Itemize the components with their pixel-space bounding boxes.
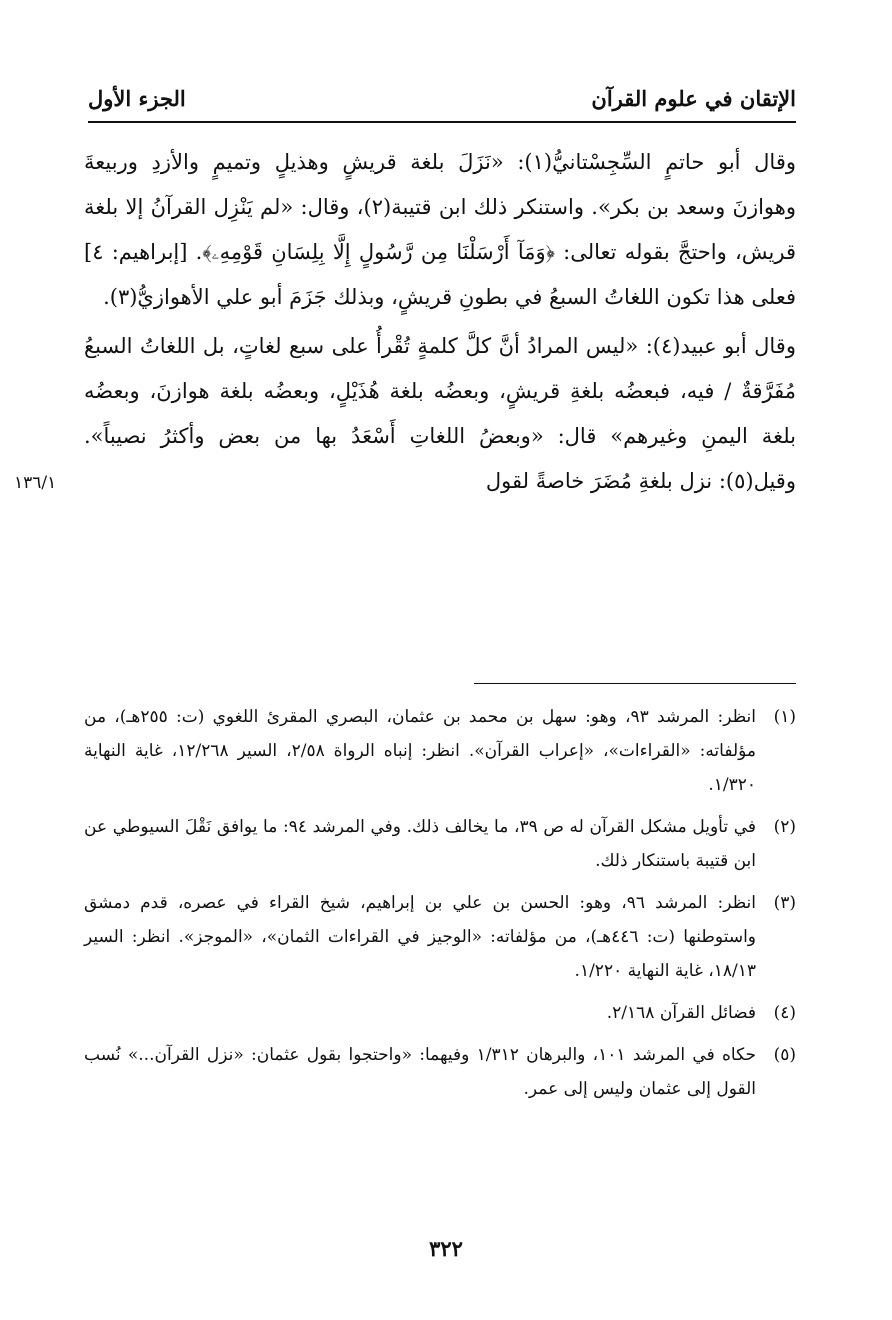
header-rule [88, 121, 796, 123]
footnote-text: في تأويل مشكل القرآن له ص ٣٩، ما يخالف ذلك. وفي المرشد ٩٤: ما يوافق نَقْلَ السيوطي عن ابن قتيبة باستنكار ذلك. [84, 817, 757, 871]
footnote-number: (٥) [773, 1045, 796, 1065]
footnote [84, 1038, 796, 1106]
footnote-number: (١) [773, 707, 796, 727]
footnote [84, 810, 796, 878]
footnote-separator [474, 683, 796, 684]
footnote-text: فضائل القرآن ٢/١٦٨. [606, 1003, 756, 1023]
book-title: الإتقان في علوم القرآن [591, 85, 796, 111]
footnote-number: (٤) [773, 1003, 796, 1023]
footnote-text: انظر: المرشد ٩٦، وهو: الحسن بن علي بن إبراهيم، شيخ القراء في عصره، قدم دمشق واستوطنها (ت: ٤٤٦هـ)، من مؤلفاته: «الوجيز في القراءات الثمان»، «الموجز». انظر: السير ١٨/١٣، غاية النهاية ١/٢٢٠. [84, 893, 757, 981]
footnotes [84, 700, 796, 1114]
volume-label: الجزء الأول [88, 85, 186, 111]
footnote-number: (٣) [773, 893, 796, 913]
page-number: ٣٢٢ [429, 1236, 463, 1261]
running-header [88, 78, 796, 118]
footnote [84, 996, 796, 1030]
main-text [84, 140, 796, 504]
footnote-text: انظر: المرشد ٩٣، وهو: سهل بن محمد بن عثمان، البصري المقرئ اللغوي (ت: ٢٥٥هـ)، من مؤلفاته: «القراءات»، «إعراب القرآن». انظر: إنباه الرواة ٢/٥٨، السير ١٢/٢٦٨، غاية النهاية ١/٣٢٠. [84, 707, 757, 795]
footnote-number: (٢) [773, 817, 796, 837]
footnote [84, 700, 796, 802]
body-paragraph: وقال أبو عبيد(٤): «ليس المرادُ أنَّ كلَّ كلمةٍ تُقْرأُ على سبع لغاتٍ، بل اللغاتُ السبعُ مُفَرَّقةٌ / فيه، فبعضُه بلغةِ قريشٍ، وبعضُه بلغة هُذَيْلٍ، وبعضُه بلغة هوازنَ، وبعضُه بلغة اليمنِ وغيرهم» قال: «وبعضُ اللغاتِ أَسْعَدُ بها من بعض وأكثرُ نصيباً». وقيل(٥): نزل بلغةِ مُضَرَ خاصةً لقول [84, 334, 796, 493]
margin-reference: ١٣٦/١ [14, 473, 57, 493]
body-paragraph: وقال أبو حاتمٍ السِّجِسْتانيُّ(١): «نَزَلَ بلغة قريشٍ وهذيلٍ وتميمٍ والأزدِ وربيعةَ وهوازنَ وسعد بن بكر». واستنكر ذلك ابن قتيبة(٢)، وقال: «لم يَنْزِل القرآنُ إلا بلغة قريش، واحتجَّ بقوله تعالى: ﴿وَمَآ أَرْسَلْنَا مِن رَّسُولٍ إِلَّا بِلِسَانِ قَوْمِهِۦ﴾. [إبراهيم: ٤] فعلى هذا تكون اللغاتُ السبعُ في بطونِ قريشٍ، وبذلك جَزَمَ أبو علي الأهوازيُّ(٣). [84, 150, 797, 309]
footnote [84, 886, 796, 988]
footnote-text: حكاه في المرشد ١٠١، والبرهان ١/٣١٢ وفيهما: «واحتجوا بقول عثمان: «نزل القرآن...» نُسب القول إلى عثمان وليس إلى عمر. [84, 1045, 756, 1099]
